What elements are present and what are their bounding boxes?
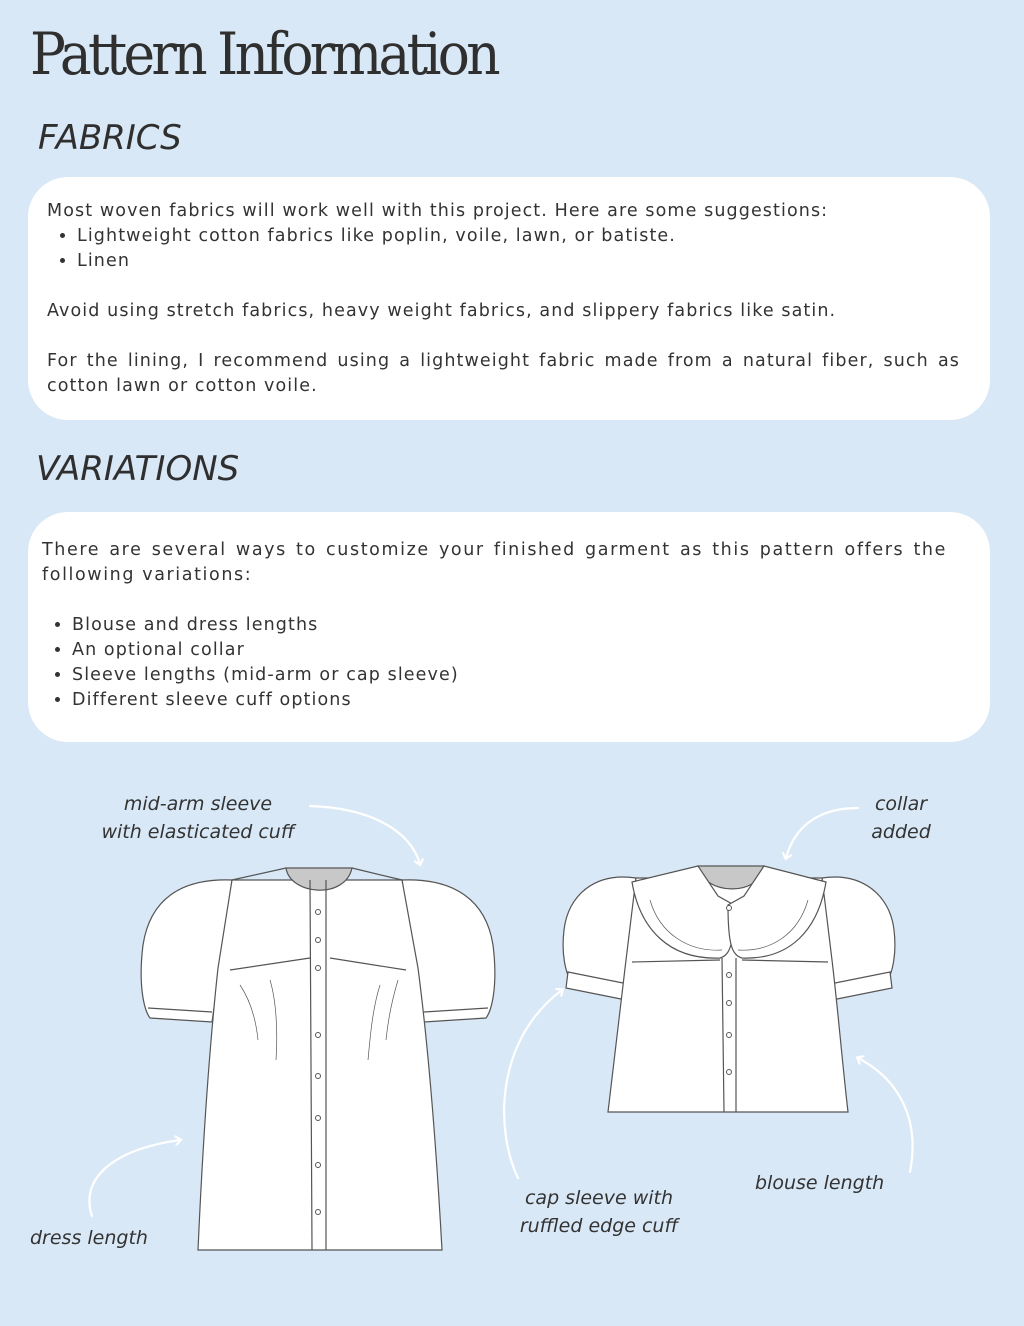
fabrics-intro: Most woven fabrics will work well with this project. Here are some suggestions: xyxy=(47,201,829,221)
dress-body xyxy=(198,880,442,1250)
list-item: • Blouse and dress lengths xyxy=(72,613,947,638)
arrow-blouse-length xyxy=(858,1058,913,1172)
variations-intro: There are several ways to customize your finished garment as this pattern offers the following variations: xyxy=(42,540,947,585)
list-item: • Different sleeve cuff options xyxy=(72,688,947,713)
label-line: collar xyxy=(874,793,928,815)
blouse-drawing xyxy=(563,866,895,1112)
label-line: added xyxy=(871,821,931,843)
arrow-collar xyxy=(786,808,858,858)
label-line: blouse length xyxy=(755,1172,885,1194)
label-line: mid-arm sleeve xyxy=(123,793,273,815)
arrow-mid-arm-sleeve xyxy=(310,806,420,864)
list-item: • Linen xyxy=(77,249,960,274)
fabrics-heading: FABRICS xyxy=(38,118,182,158)
label-line: cap sleeve with xyxy=(524,1187,674,1209)
variations-heading: VARIATIONS xyxy=(36,449,240,489)
label-line: ruffled edge cuff xyxy=(519,1215,679,1237)
arrow-cap-sleeve xyxy=(504,990,562,1178)
label-line: dress length xyxy=(30,1227,148,1249)
label-line: with elasticated cuff xyxy=(101,821,295,843)
list-item: • An optional collar xyxy=(72,638,947,663)
fabrics-lining-text: For the lining, I recommend using a lightweight fabric made from a natural fiber, such as cotton lawn or cotton voile. xyxy=(47,351,960,396)
fabrics-avoid-text: Avoid using stretch fabrics, heavy weight fabrics, and slippery fabrics like satin. xyxy=(47,301,837,321)
list-item: • Lightweight cotton fabrics like poplin, voile, lawn, or batiste. xyxy=(77,224,960,249)
list-item: • Sleeve lengths (mid-arm or cap sleeve) xyxy=(72,663,947,688)
page-title: Pattern Information xyxy=(30,20,497,88)
arrow-dress-length xyxy=(89,1140,180,1216)
dress-drawing xyxy=(141,868,495,1250)
